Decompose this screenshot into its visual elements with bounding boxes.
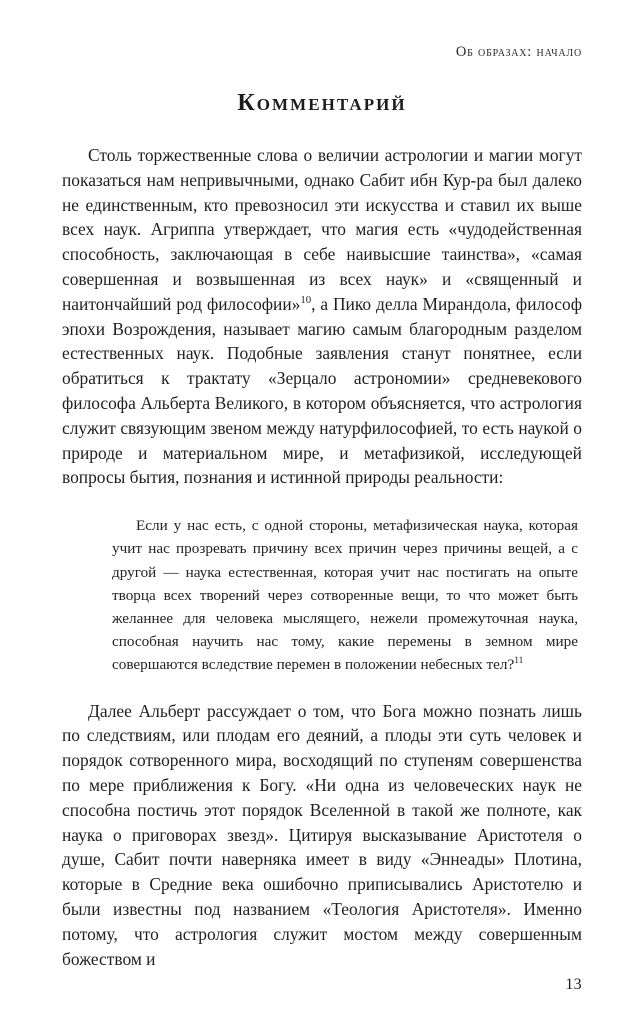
blockquote-text-wrapper [112, 514, 578, 676]
page-title: Комментарий [237, 90, 407, 117]
footnote-ref-10: 10 [300, 293, 312, 306]
paragraph-second: Далее Альберт рассуждает о том, что Бога можно познать лишь по следствиям, или плодам его деяний, а плоды эти суть человек и порядок сотворенного мира, восходящий по ступеням совершенства по мере приближения к Богу. «Ни одна из человеческих наук не способна постичь этот порядок Вселенной в такой же полноте, как наука о приговорах звезд». Цитируя высказывание Аристотеля о душе, Сабит почти наверняка имеет в виду «Эннеады» Плотина, которые в Средние века ошибочно приписывались Аристотелю и были известны под названием «Теология Аристотеля». Именно потому, что астрология служит мостом между совершенным божеством и [62, 700, 582, 969]
paragraph-first [62, 143, 582, 490]
running-header: Об образах: начало [455, 44, 582, 60]
footnote-ref-11: 11 [514, 656, 524, 667]
page-number: 13 [565, 976, 582, 993]
paragraph-first-continued: , а Пико делла Мирандола, философ эпохи Возрождения, называет магию самым благородным разделом естественных наук. Подобные заявления станут понятнее, если обратиться к трактату «Зерцало астрономии» средневекового философа Альберта Великого, в котором объясняется, что астрология служит связующим звеном между натурфилософией, то есть наукой о природе и материальном мире, и метафизикой, исследующей вопросы бытия, познания и истинной природы реальности: [62, 293, 582, 488]
blockquote [62, 514, 582, 676]
blockquote-text: Если у нас есть, с одной стороны, метафизическая наука, которая учит нас прозревать причину всех причин через причины вещей, а с другой — наука естественная, которая учит нас постигать на опыте творца всех творений через сотворенные вещи, то что может быть желаннее для человека мыслящего, нежели промежуточная наука, способная научить нас тому, какие перемены в земном мире совершаются вследствие перемен в положении небесных тел? [112, 517, 578, 674]
body-text-column [62, 143, 582, 971]
paragraph-first-text: Столь торжественные слова о величии астрологии и магии могут показаться нам непривычными, однако Сабит ибн Кур-ра был далеко не единственным, кто превозносил эти искусства и ставил их выше всех наук. Агриппа утверждает, что магия есть «чудодейственная способность, заключающая в себе наивысшие таинства», «самая совершенная и возвышенная из всех наук» и «священный и наитончайший род философии» [62, 145, 582, 314]
